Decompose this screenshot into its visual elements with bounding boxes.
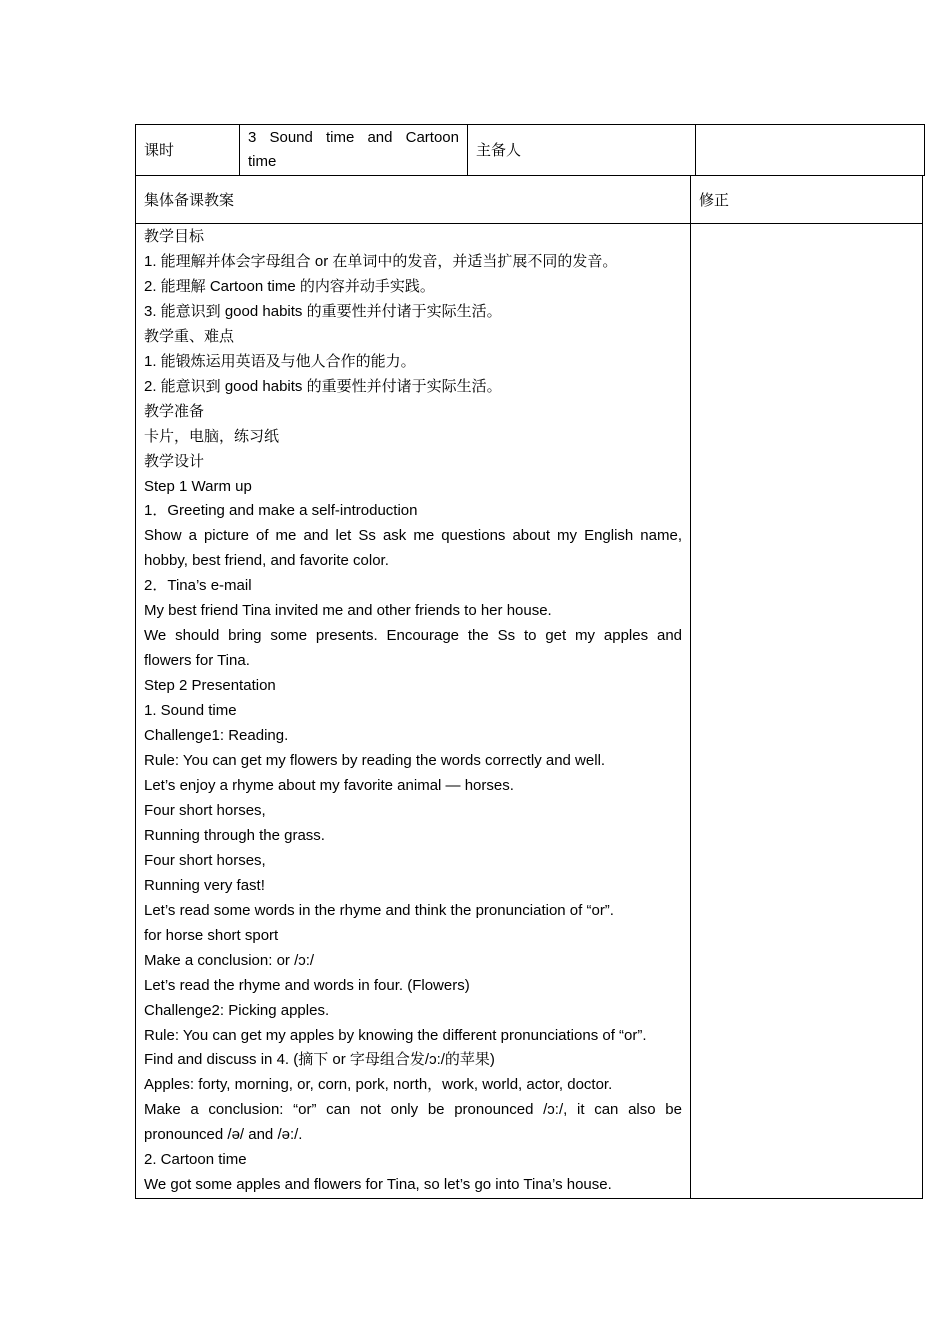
plan-line: Let’s read the rhyme and words in four. (Flowers) xyxy=(144,976,470,994)
plan-line: 2. 能意识到 good habits 的重要性并付诸于实际生活。 xyxy=(144,377,502,395)
plan-line: We should bring some presents. Encourage the Ss to get my apples and xyxy=(144,627,682,645)
plan-line: My best friend Tina invited me and other friends to her house. xyxy=(144,602,552,620)
plan-line: Challenge1: Reading. xyxy=(144,727,289,745)
preparer-label: 主备人 xyxy=(468,125,696,176)
plan-line: 2. Cartoon time xyxy=(144,1151,247,1169)
plan-line: 教学准备 xyxy=(144,402,205,420)
lesson-plan-table xyxy=(135,175,923,1199)
plan-content-cell xyxy=(136,224,691,1199)
plan-line: 1. 能锻炼运用英语及与他人合作的能力。 xyxy=(144,352,416,370)
plan-line: for horse short sport xyxy=(144,926,279,944)
period-label: 课时 xyxy=(136,125,240,176)
plan-line: 教学目标 xyxy=(144,228,205,245)
lesson-info-table xyxy=(135,124,925,176)
plan-line: Let’s enjoy a rhyme about my favorite animal — horses. xyxy=(144,776,514,794)
plan-header-row xyxy=(136,176,923,224)
plan-line: 1. Sound time xyxy=(144,702,237,720)
plan-line: Rule: You can get my apples by knowing the different pronunciations of “or”. xyxy=(144,1026,647,1044)
plan-line: 1．Greeting and make a self-introduction xyxy=(144,502,418,520)
plan-line: Let’s read some words in the rhyme and think the pronunciation of “or”. xyxy=(144,901,614,919)
preparer-value xyxy=(696,125,925,176)
plan-line: Step 1 Warm up xyxy=(144,477,252,495)
plan-line: Rule: You can get my flowers by reading the words correctly and well. xyxy=(144,752,606,770)
plan-line: We got some apples and flowers for Tina, so let’s go into Tina’s house. xyxy=(144,1176,612,1194)
plan-line: Show a picture of me and let Ss ask me questions about my English name, xyxy=(144,527,682,545)
plan-line: Apples: forty, morning, or, corn, pork, north，work, world, actor, doctor. xyxy=(144,1076,613,1094)
plan-line: 卡片，电脑，练习纸 xyxy=(144,427,280,445)
plan-heading: 集体备课教案 xyxy=(136,176,691,224)
plan-line: Challenge2: Picking apples. xyxy=(144,1001,330,1019)
plan-line: Make a conclusion: or /ɔ:/ xyxy=(144,951,315,969)
plan-line: Find and discuss in 4. (摘下 or 字母组合发/ɔ:/的苹果) xyxy=(144,1051,495,1069)
plan-line: 教学重、难点 xyxy=(144,327,235,345)
lesson-title-line-1: 3 Sound time and Cartoon xyxy=(248,129,459,146)
plan-line: 2. 能理解 Cartoon time 的内容并动手实践。 xyxy=(144,277,435,295)
plan-line: flowers for Tina. xyxy=(144,652,250,670)
lesson-title-cell xyxy=(240,125,468,176)
plan-body-row xyxy=(136,224,923,1199)
plan-line: 1. 能理解并体会字母组合 or 在单词中的发音，并适当扩展不同的发音。 xyxy=(144,252,618,270)
plan-line: Make a conclusion: “or” can not only be pronounced /ɔ:/, it can also be xyxy=(144,1101,682,1119)
lesson-title-line-2: time xyxy=(248,153,277,170)
plan-line: 3. 能意识到 good habits 的重要性并付诸于实际生活。 xyxy=(144,302,502,320)
plan-line: hobby, best friend, and favorite color. xyxy=(144,552,389,570)
lesson-info-row xyxy=(136,125,925,176)
plan-line: 教学设计 xyxy=(144,452,205,470)
plan-line: Four short horses, xyxy=(144,851,266,869)
plan-line: Running through the grass. xyxy=(144,826,325,844)
plan-line: Four short horses, xyxy=(144,801,266,819)
plan-line: pronounced /ə/ and /ə:/. xyxy=(144,1126,303,1144)
revision-heading: 修正 xyxy=(691,176,923,224)
plan-line: Step 2 Presentation xyxy=(144,677,276,695)
plan-line: Running very fast! xyxy=(144,876,265,894)
plan-line: 2．Tina’s e-mail xyxy=(144,577,252,595)
plan-content xyxy=(144,224,682,1198)
revision-cell xyxy=(691,224,923,1199)
